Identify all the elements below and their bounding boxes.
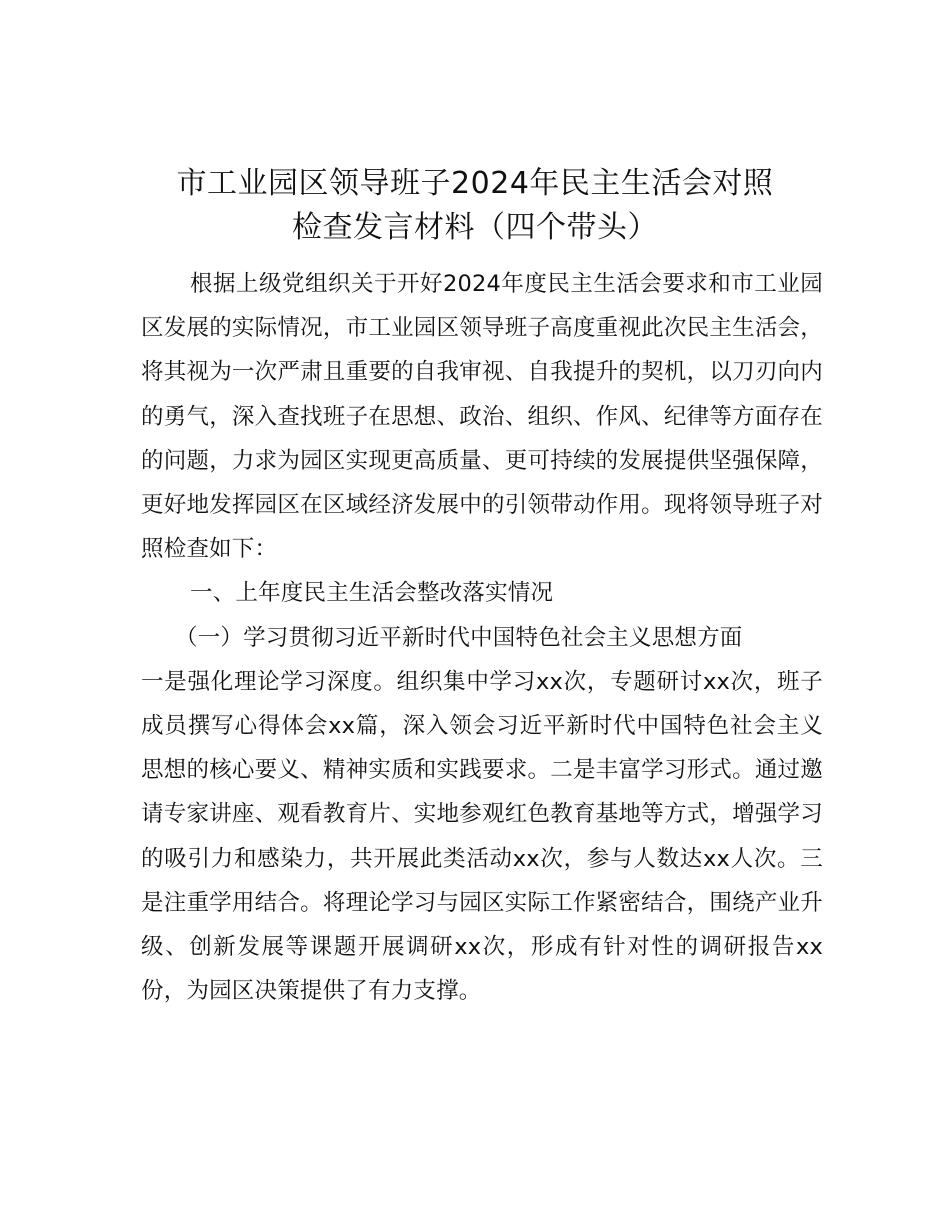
document-body bbox=[141, 262, 823, 1013]
subsection-heading-1: （一）学习贯彻习近平新时代中国特色社会主义思想方面 bbox=[175, 624, 743, 651]
section-heading-1: 一、上年度民主生活会整改落实情况 bbox=[190, 580, 554, 607]
title-line-1: 市工业园区领导班子2024年民主生活会对照 bbox=[176, 166, 774, 201]
subsection-body-1: 一是强化理论学习深度。组织集中学习xx次，专题研讨xx次，班子成员撰写心得体会xx篇，深入领会习近平新时代中国特色社会主义思想的核心要义、精神实质和实践要求。二是丰富学习形式。通过邀请专家讲座、观看教育片、实地参观红色教育基地等方式，增强学习的吸引力和感染力，共开展此类活动xx次，参与人数达xx人次。三是注重学用结合。将理论学习与园区实际工作紧密结合，围绕产业升级、创新发展等课题开展调研xx次，形成有针对性的调研报告xx份，为园区决策提供了有力支撑。 bbox=[141, 668, 823, 1005]
document-title bbox=[120, 162, 830, 250]
intro-paragraph: 根据上级党组织关于开好2024年度民主生活会要求和市工业园区发展的实际情况，市工业园区领导班子高度重视此次民主生活会，将其视为一次严肃且重要的自我审视、自我提升的契机，以刀刃向内的勇气，深入查找班子在思想、政治、组织、作风、纪律等方面存在的问题，力求为园区实现更高质量、更可持续的发展提供坚强保障，更好地发挥园区在区域经济发展中的引领带动作用。现将领导班子对照检查如下： bbox=[141, 271, 823, 563]
title-line-2: 检查发言材料（四个带头） bbox=[292, 210, 658, 245]
